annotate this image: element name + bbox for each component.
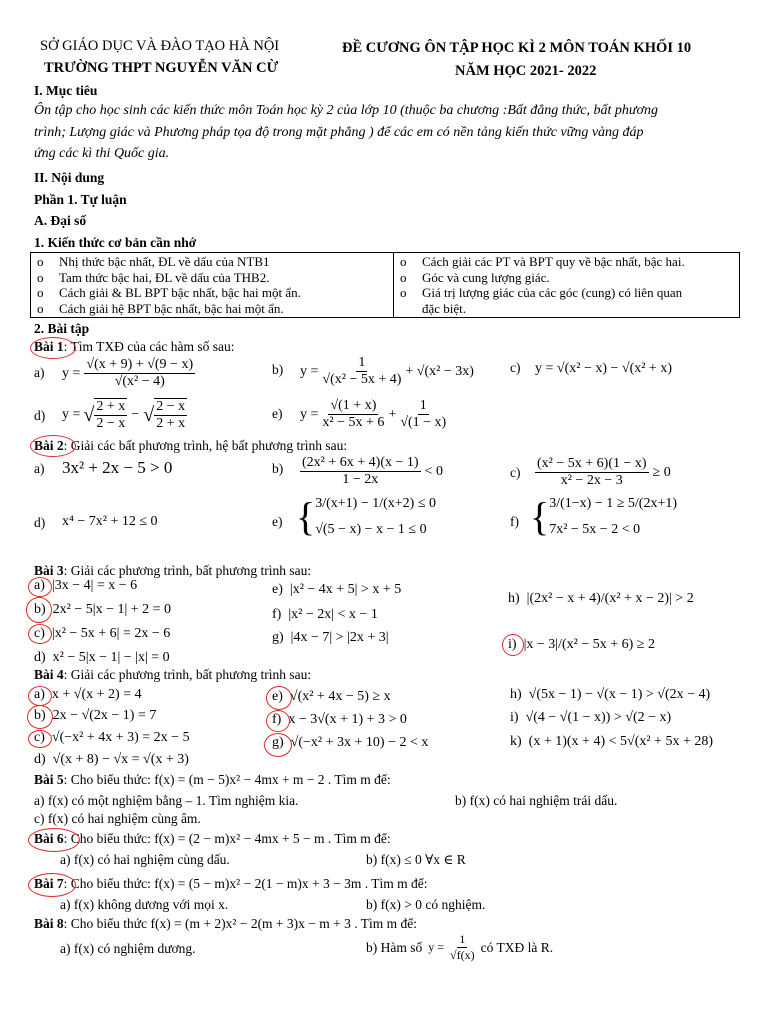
- knowledge-item: o Tam thức bậc hai, ĐL về dấu của THB2.: [37, 269, 270, 285]
- bai4-item-i: i) √(4 − √(1 − x)) > √(2 − x): [510, 710, 672, 725]
- bai7-a: a) f(x) không dương với mọi x.: [60, 897, 229, 912]
- bai2-a-formula: 3x² + 2x − 5 > 0: [62, 458, 173, 477]
- bai2-a-label: a): [34, 461, 45, 476]
- school-year: NĂM HỌC 2021- 2022: [455, 63, 597, 79]
- bai3-item-b: b) 2x² − 5|x − 1| + 2 = 0: [34, 602, 172, 617]
- bai2-b-formula: (2x² + 6x + 4)(x − 1) 1 − 2x < 0: [302, 455, 443, 487]
- document-title: ĐỀ CƯƠNG ÔN TẬP HỌC KÌ 2 MÔN TOÁN KHỐI 10: [342, 40, 692, 56]
- bai3-item-f: f) |x² − 2x| < x − 1: [272, 607, 378, 622]
- part-1-heading: Phần 1. Tự luận: [34, 192, 127, 207]
- bai4-item-d: d) √(x + 8) − √x = √(x + 3): [34, 752, 189, 767]
- bai3-item-a: a) |3x − 4| = x − 6: [34, 578, 138, 593]
- annotation-circle: [28, 873, 76, 897]
- bai2-d-label: d): [34, 515, 46, 530]
- bai3-item-c: c) |x² − 5x + 6| = 2x − 6: [34, 626, 171, 641]
- bai4-item-e: e) √(x² + 4x − 5) ≥ x: [272, 689, 391, 704]
- bai3-item-g: g) |4x − 7| > |2x + 3|: [272, 630, 389, 645]
- annotation-circle: [27, 705, 53, 729]
- bai4-item-g: g) √(−x² + 3x + 10) − 2 < x: [272, 735, 429, 750]
- annotation-circle: [264, 733, 292, 757]
- bai4-item-a: a) x + √(x + 2) = 4: [34, 687, 142, 702]
- bai7-heading: Bài 7: Cho biểu thức: f(x) = (5 − m)x² − 2(1 − m)x + 3 − 3m . Tìm m để:: [34, 876, 428, 891]
- bai1-c-formula: y = √(x² − x) − √(x² + x): [535, 361, 672, 376]
- bai8-a: a) f(x) có nghiệm dương.: [60, 941, 196, 956]
- bai4-heading: Bài 4: Giải các phương trình, bất phương trình sau:: [34, 667, 312, 682]
- annotation-circle: [28, 577, 52, 597]
- bai2-c-formula: $\frac{\text{(x² − 5x + 6)(1 − x)}}{\text{x² − 2x − 3}}$ ≥ 0: [537, 456, 671, 488]
- muc-tieu-text-2: trình; Lượng giác và Phương pháp tọa độ trong mặt phẳng ) để các em có nền tảng kiến thức vững vàng đáp: [34, 125, 644, 140]
- department-name: SỞ GIÁO DỤC VÀ ĐÀO TẠO HÀ NỘI: [40, 38, 280, 54]
- bai1-b-label: b): [272, 362, 284, 377]
- knowledge-item: o Cách giải & BL BPT bậc nhất, bậc hai một ẩn.: [37, 285, 301, 300]
- bai1-a-formula: y = $\frac{√(x + 9) + √(9 - x)}{\text{√(x² − 4)}}$: [62, 357, 194, 389]
- bai5-c: c) f(x) có hai nghiệm cùng âm.: [34, 811, 201, 826]
- annotation-circle: [266, 710, 290, 732]
- bai3-item-e: e) |x² − 4x + 5| > x + 5: [272, 582, 402, 597]
- section-noi-dung: II. Nội dung: [34, 170, 105, 185]
- knowledge-item: o Cách giải các PT và BPT quy về bậc nhất, bậc hai.: [400, 254, 685, 269]
- knowledge-item: đặc biệt.: [422, 300, 467, 316]
- knowledge-heading: 1. Kiến thức cơ bản cần nhớ: [34, 235, 197, 250]
- bai5-a: a) f(x) có một nghiệm bằng – 1. Tìm nghiệm kia.: [34, 793, 299, 808]
- bai2-e-label: e): [272, 514, 283, 529]
- bai7-b: b) f(x) > 0 có nghiệm.: [366, 897, 486, 912]
- annotation-circle: [28, 730, 52, 748]
- bai2-d-formula: x⁴ − 7x² + 12 ≤ 0: [62, 514, 158, 529]
- knowledge-left-cell: [31, 253, 394, 318]
- algebra-heading: A. Đại số: [34, 213, 87, 228]
- annotation-circle: [28, 624, 52, 644]
- bai2-b-label: b): [272, 461, 284, 476]
- bai4-item-b: b) 2x − √(2x − 1) = 7: [34, 708, 157, 723]
- annotation-circle: [28, 686, 52, 706]
- muc-tieu-text-1: Ôn tập cho học sinh các kiến thức môn Toán học kỳ 2 của lớp 10 (thuộc ba chương :Bất đẳng thức, bất phương: [34, 103, 659, 118]
- school-name: TRƯỜNG THPT NGUYỄN VĂN CỪ: [44, 60, 279, 76]
- bai3-item-i: i) |x − 3|/(x² − 5x + 6) ≥ 2: [508, 637, 655, 652]
- bai4-item-c: c) √(−x² + 4x + 3) = 2x − 5: [34, 730, 190, 745]
- bai6-a: a) f(x) có hai nghiệm cùng dấu.: [60, 852, 230, 867]
- bai8-heading: Bài 8: Cho biểu thức f(x) = (m + 2)x² − 2(m + 3)x − m + 3 . Tìm m để:: [34, 916, 418, 931]
- bai5-heading: Bài 5: Cho biểu thức: f(x) = (m − 5)x² − 4mx + m − 2 . Tìm m để:: [34, 772, 391, 787]
- bai1-d-label: d): [34, 408, 46, 423]
- knowledge-right-cell: [394, 253, 740, 318]
- bai3-heading: Bài 3: Giải các phương trình, bất phương trình sau:: [34, 563, 312, 578]
- bai6-heading: Bài 6: Cho biểu thức: f(x) = (2 − m)x² − 4mx + 5 − m . Tìm m để:: [34, 831, 391, 846]
- annotation-circle: [30, 435, 76, 457]
- annotation-circle: [502, 634, 524, 656]
- bai6-b: b) f(x) ≤ 0 ∀x ∈ R: [366, 852, 466, 867]
- bai1-e-formula: y = $\frac{√(1 + x)}{\text{x² − 5x + 6}}$ + $\frac{1}{√(1 - x)}$: [300, 398, 447, 430]
- annotation-circle: [266, 686, 292, 710]
- knowledge-item: o Góc và cung lượng giác.: [400, 269, 550, 285]
- exercises-heading: 2. Bài tập: [34, 321, 90, 336]
- muc-tieu-text-3: ứng các kì thi Quốc gia.: [34, 146, 170, 161]
- bai8-b: b) Hàm số y = $\frac{1}{√f(x)}$ có TXĐ là R.: [366, 932, 554, 962]
- bai5-b: b) f(x) có hai nghiệm trái dấu.: [455, 793, 618, 808]
- knowledge-item: o Cách giải hệ BPT bậc nhất, bậc hai một ẩn.: [37, 300, 284, 316]
- bai2-heading: Bài 2: Giải các bất phương trình, hệ bất phương trình sau:: [34, 438, 348, 453]
- bai1-b-formula: y = $\frac{1}{\text{√(x² − 5x + 4)}}$ + √(x² − 3x): [300, 355, 474, 387]
- bai1-e-label: e): [272, 406, 283, 421]
- bai4-item-f: f) x − 3√(x + 1) + 3 > 0: [272, 712, 407, 727]
- bai1-heading: Bài 1: Tìm TXĐ của các hàm số sau:: [34, 339, 235, 354]
- bai1-d-formula: y = √ 2 + x 2 − x − √ 2 − x 2 + x: [62, 399, 186, 431]
- bai4-item-k: k) (x + 1)(x + 4) < 5√(x² + 5x + 28): [510, 734, 714, 749]
- knowledge-table: [30, 252, 740, 318]
- annotation-circle: [26, 597, 52, 623]
- annotation-circle: [30, 337, 76, 359]
- bai1-c-label: c): [510, 360, 521, 375]
- bai1-a-label: a): [34, 365, 45, 380]
- section-muc-tieu: I. Mục tiêu: [34, 83, 98, 98]
- knowledge-item: o Giá trị lượng giác của các góc (cung) có liên quan: [400, 285, 683, 300]
- bai3-item-d: d) x² − 5|x − 1| − |x| = 0: [34, 650, 170, 665]
- bai4-item-h: h) √(5x − 1) − √(x − 1) > √(2x − 4): [510, 687, 711, 702]
- bai3-item-h: h) |(2x² − x + 4)/(x² + x − 2)| > 2: [508, 591, 694, 606]
- bai2-f-label: f): [510, 514, 519, 529]
- bai2-e-system: { 3/(x+1) − 1/(x+2) ≤ 0 √(5 − x) − x − 1 ≤ 0: [296, 494, 437, 539]
- knowledge-item: o Nhị thức bậc nhất, ĐL về dấu của NTB1: [37, 254, 270, 269]
- bai2-c-label: c): [510, 465, 521, 480]
- annotation-circle: [28, 828, 80, 852]
- bai2-f-system: { 3/(1−x) − 1 ≥ 5/(2x+1) 7x² − 5x − 2 < 0: [530, 494, 678, 539]
